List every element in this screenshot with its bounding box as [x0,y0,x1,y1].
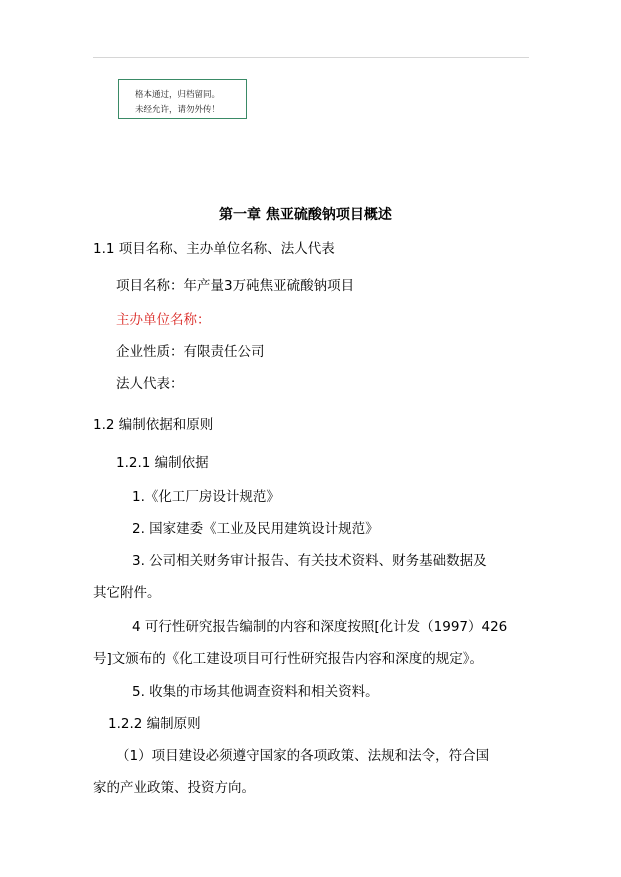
section-1-2-heading: 1.2 编制依据和原则 [93,417,214,433]
principle-item-1: （1）项目建设必须遵守国家的各项政策、法规和法令，符合国 [116,748,490,764]
basis-item-3: 3. 公司相关财务审计报告、有关技术资料、财务基础数据及 [132,553,487,569]
chapter-title: 第一章 焦亚硫酸钠项目概述 [219,207,392,223]
legal-representative: 法人代表： [116,376,184,392]
stamp-line-2: 未经允许，请勿外传！ [135,105,221,115]
basis-item-1: 1.《化工厂房设计规范》 [132,489,280,505]
basis-item-2: 2. 国家建委《工业及民用建筑设计规范》 [132,521,379,537]
project-name: 项目名称：年产量3万砘焦亚硫酸钠项目 [116,278,355,294]
section-1-1-heading: 1.1 项目名称、主办单位名称、法人代表 [93,241,335,257]
enterprise-type: 企业性质：有限责任公司 [116,344,265,360]
basis-item-5: 5. 收集的市场其他调查资料和相关资料。 [132,684,379,700]
principle-item-1-cont: 家的产业政策、投资方向。 [93,780,255,796]
subsection-1-2-2-heading: 1.2.2 编制原则 [108,716,201,732]
header-rule [93,57,529,58]
basis-item-4-cont: 号]文颁布的《化工建设项目可行性研究报告内容和深度的规定》。 [93,651,484,667]
stamp-line-1: 格本通过，归档留同。 [135,90,221,100]
basis-item-3-cont: 其它附件。 [93,585,161,601]
basis-item-4: 4 可行性研究报告编制的内容和深度按照[化计发（1997）426 [132,619,508,635]
approval-stamp [118,79,247,119]
sponsor-name: 主办单位名称： [116,312,211,328]
subsection-1-2-1-heading: 1.2.1 编制依据 [116,455,209,471]
